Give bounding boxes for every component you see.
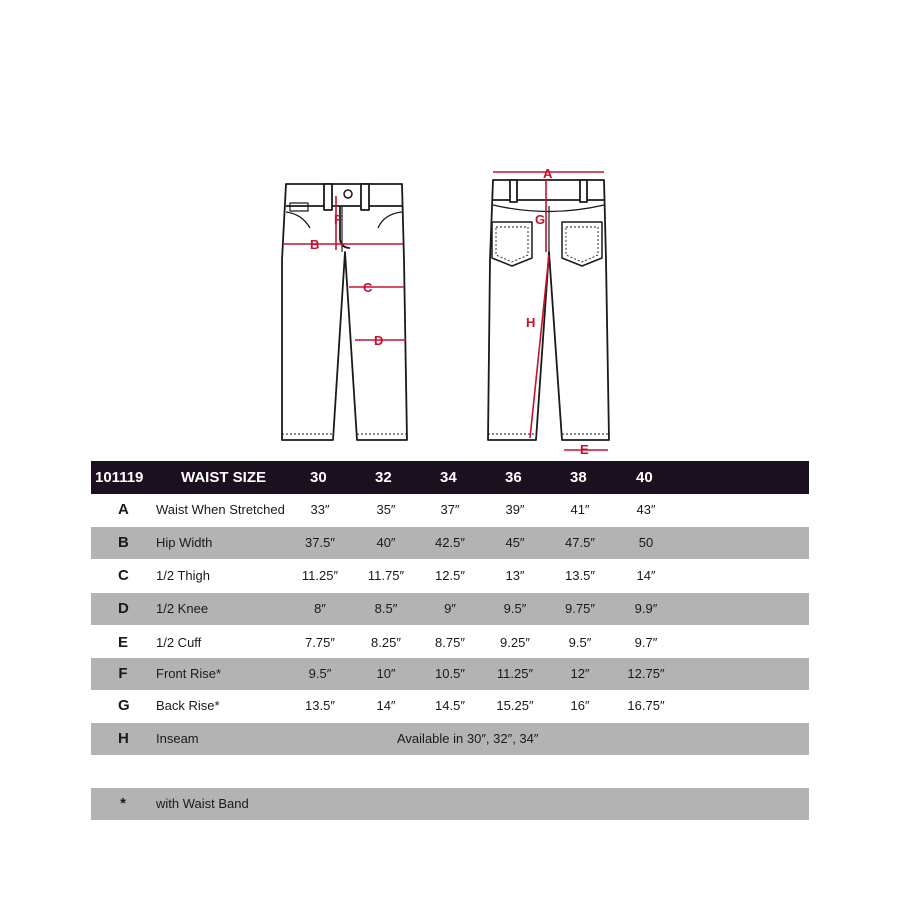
cell-value: 12.75″ [627, 666, 665, 681]
style-code: 101119 [95, 469, 144, 486]
waist-size-header: WAIST SIZE [181, 469, 267, 486]
table-row [91, 723, 809, 755]
size-40: 40 [636, 469, 653, 486]
row-letter: B [118, 534, 129, 551]
table-header [91, 461, 809, 494]
cell-value: 13″ [505, 568, 525, 583]
inseam-note: Available in 30″, 32″, 34″ [397, 731, 539, 746]
front-pants-view [282, 184, 407, 440]
cell-value: 16″ [570, 698, 590, 713]
size-32: 32 [375, 469, 392, 486]
back-label-e: E [580, 442, 589, 457]
size-34: 34 [440, 469, 457, 486]
row-letter: G [118, 697, 130, 714]
cell-value: 42.5″ [435, 535, 465, 550]
table-row [91, 527, 809, 559]
cell-value: 12″ [570, 666, 590, 681]
cell-value: 40″ [376, 535, 396, 550]
row-letter: A [118, 501, 129, 518]
size-38: 38 [570, 469, 587, 486]
cell-value: 47.5″ [565, 535, 595, 550]
cell-value: 9.5″ [503, 601, 527, 616]
cell-value: 39″ [505, 502, 525, 517]
cell-value: 9″ [444, 601, 456, 616]
row-letter: D [118, 600, 129, 617]
cell-value: 8.75″ [435, 635, 465, 650]
cell-value: 50 [638, 535, 654, 550]
back-label-h: H [526, 315, 536, 330]
cell-value: 9.25″ [500, 635, 530, 650]
cell-value: 11.25″ [496, 666, 534, 681]
front-label-b: B [310, 237, 320, 252]
cell-value: 16.75″ [627, 698, 665, 713]
row-label: 1/2 Cuff [156, 635, 202, 650]
cell-value: 8.25″ [371, 635, 401, 650]
table-row [91, 658, 809, 690]
cell-value: 9.7″ [634, 635, 658, 650]
cell-value: 8″ [314, 601, 326, 616]
front-label-d: D [374, 333, 384, 348]
cell-value: 11.75″ [367, 568, 405, 583]
cell-value: 8.5″ [374, 601, 398, 616]
cell-value: 10.5″ [435, 666, 465, 681]
size-36: 36 [505, 469, 522, 486]
footnote-text: with Waist Band [156, 796, 249, 811]
row-letter: E [118, 634, 129, 651]
cell-value: 41″ [570, 502, 590, 517]
back-pants-view [488, 180, 609, 440]
row-label: Back Rise* [156, 698, 220, 713]
front-pants-outline [282, 184, 407, 440]
footnote-row [91, 788, 809, 820]
cell-value: 14″ [636, 568, 656, 583]
cell-value: 9.75″ [565, 601, 595, 616]
cell-value: 37″ [440, 502, 460, 517]
row-letter: H [118, 730, 129, 747]
table-row [91, 560, 809, 592]
footnote-symbol: * [120, 795, 126, 812]
row-label: 1/2 Thigh [156, 568, 210, 583]
cell-value: 11.25″ [301, 568, 339, 583]
cell-value: 45″ [505, 535, 525, 550]
cell-value: 14.5″ [435, 698, 465, 713]
table-row [91, 627, 809, 659]
row-label: Hip Width [156, 535, 213, 550]
row-letter: C [118, 567, 129, 584]
size-30: 30 [310, 469, 327, 486]
cell-value: 14″ [376, 698, 396, 713]
cell-value: 37.5″ [305, 535, 335, 550]
row-label: Waist When Stretched [156, 502, 285, 517]
cell-value: 10″ [376, 666, 396, 681]
cell-value: 13.5″ [565, 568, 595, 583]
table-row [91, 494, 809, 526]
row-letter: F [118, 665, 128, 682]
cell-value: 12.5″ [435, 568, 465, 583]
back-label-g: G [535, 212, 546, 227]
cell-value: 9.5″ [568, 635, 592, 650]
row-label: 1/2 Knee [156, 601, 209, 616]
row-label: Inseam [156, 731, 199, 746]
cell-value: 35″ [376, 502, 396, 517]
cell-value: 15.25″ [496, 698, 534, 713]
front-label-f: F [334, 212, 342, 227]
cell-value: 9.9″ [634, 601, 658, 616]
table-row [91, 593, 809, 625]
cell-value: 13.5″ [305, 698, 335, 713]
front-label-c: C [363, 280, 373, 295]
cell-value: 33″ [310, 502, 330, 517]
row-label: Front Rise* [156, 666, 222, 681]
cell-value: 7.75″ [305, 635, 335, 650]
cell-value: 9.5″ [308, 666, 332, 681]
back-label-a: A [543, 166, 553, 181]
table-row [91, 690, 809, 722]
cell-value: 43″ [636, 502, 656, 517]
